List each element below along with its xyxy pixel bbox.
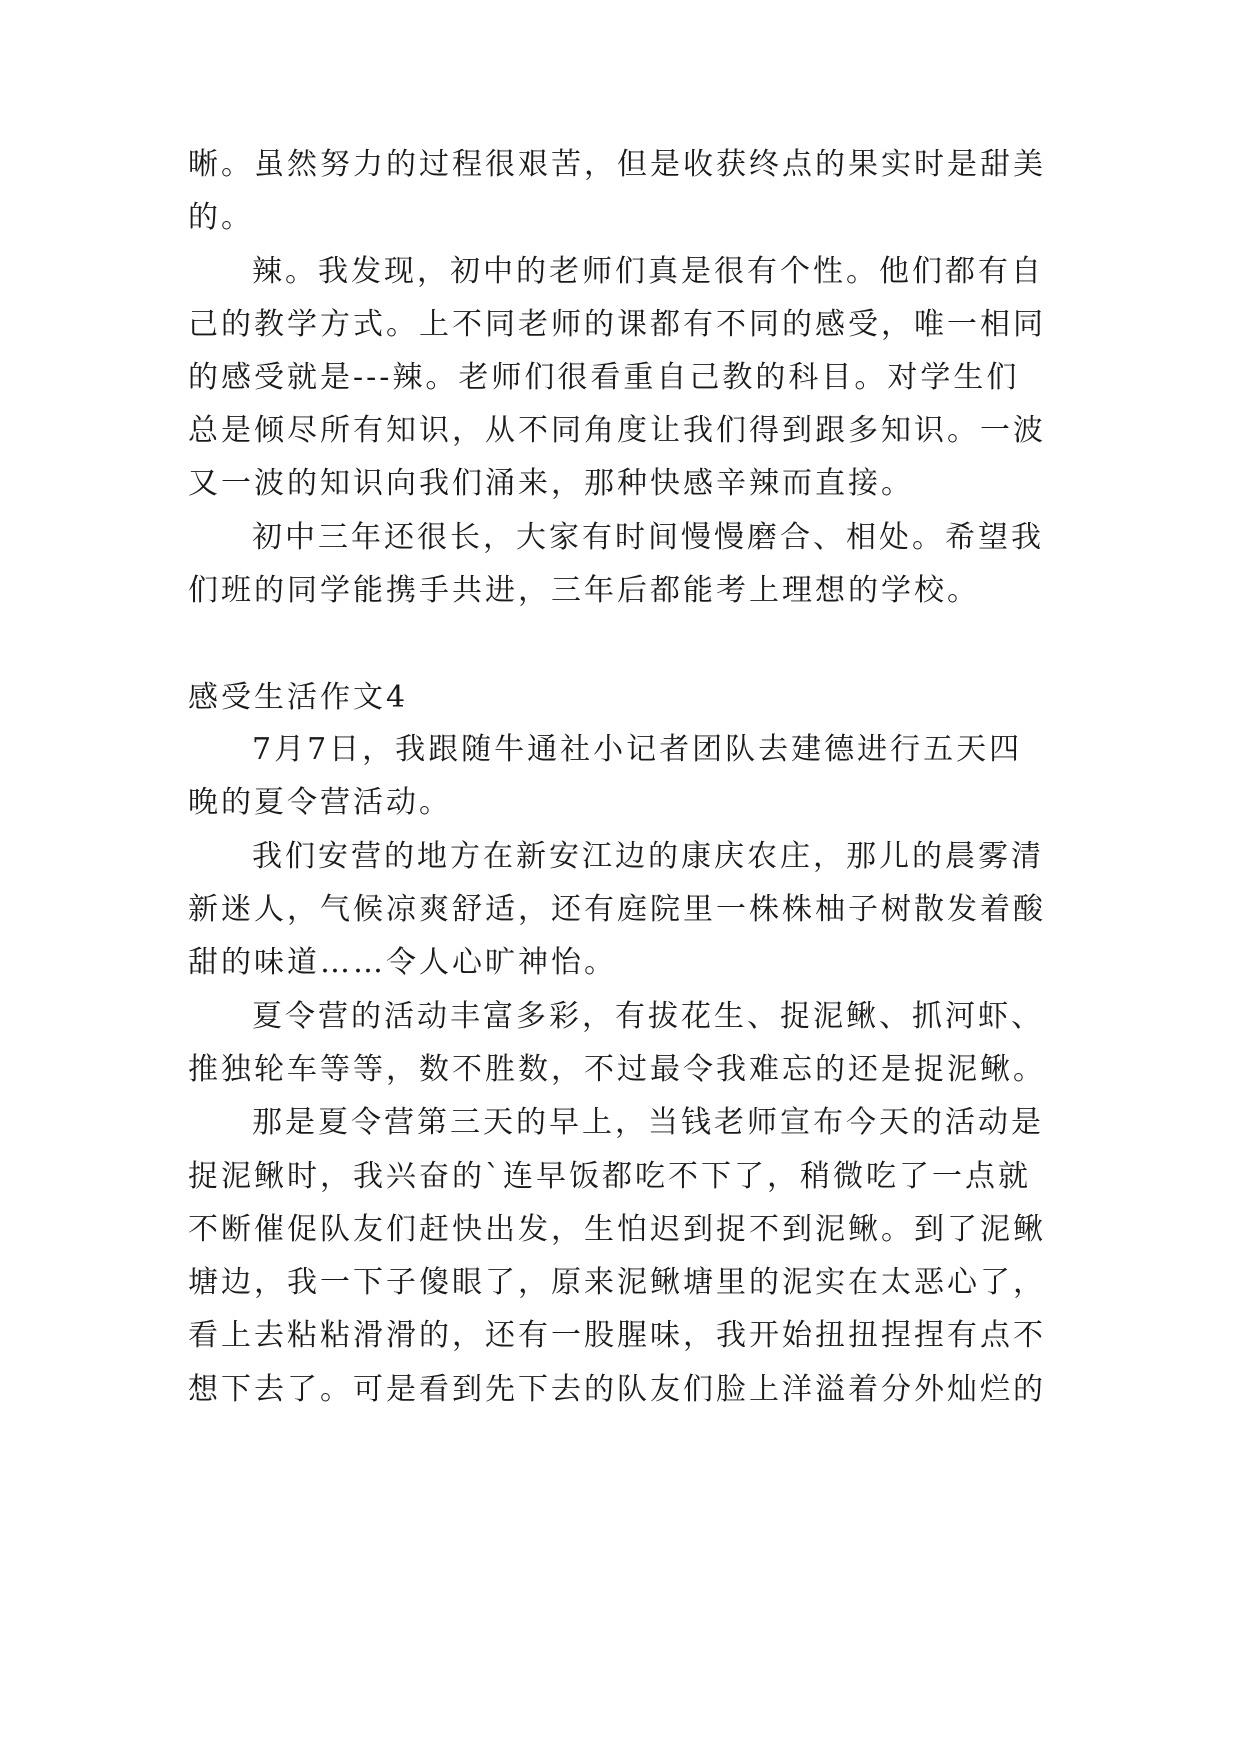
- text-line: 的。: [188, 200, 254, 235]
- text-line: 不断催促队友们赶快出发，生怕迟到捉不到泥鳅。到了泥鳅: [188, 1212, 1046, 1247]
- text-line: 想下去了。可是看到先下去的队友们脸上洋溢着分外灿烂的: [188, 1372, 1046, 1407]
- text-line: 推独轮车等等，数不胜数，不过最令我难忘的还是捉泥鳅。: [188, 1052, 1046, 1087]
- text-line: 塘边，我一下子傻眼了，原来泥鳅塘里的泥实在太恶心了，: [188, 1265, 1046, 1300]
- paragraph-first-line: 我们安营的地方在新安江边的康庆农庄，那儿的晨雾清: [252, 839, 1044, 874]
- text-line: 新迷人，气候凉爽舒适，还有庭院里一株株柚子树散发着酸: [188, 892, 1046, 927]
- text-line: 总是倾尽所有知识，从不同角度让我们得到跟多知识。一波: [188, 413, 1046, 448]
- text-line: 捉泥鳅时，我兴奋的`连早饭都吃不下了，稍微吃了一点就: [188, 1159, 1031, 1194]
- text-line: 晚的夏令营活动。: [188, 785, 452, 820]
- paragraph-first-line: 夏令营的活动丰富多彩，有拔花生、捉泥鳅、抓河虾、: [252, 999, 1044, 1034]
- paragraph-first-line: 初中三年还很长，大家有时间慢慢磨合、相处。希望我: [252, 520, 1044, 555]
- text-line: 己的教学方式。上不同老师的课都有不同的感受，唯一相同: [188, 307, 1046, 342]
- section-heading: 感受生活作文4: [188, 680, 409, 715]
- text-line: 的感受就是---辣。老师们很看重自己教的科目。对学生们: [188, 360, 1020, 395]
- paragraph-first-line: 那是夏令营第三天的早上，当钱老师宣布今天的活动是: [252, 1105, 1044, 1140]
- text-line: 晰。虽然努力的过程很艰苦，但是收获终点的果实时是甜美: [188, 147, 1046, 182]
- text-line: 甜的味道……令人心旷神怡。: [188, 945, 617, 980]
- paragraph-first-line: 辣。我发现，初中的老师们真是很有个性。他们都有自: [252, 254, 1044, 289]
- text-line: 看上去粘粘滑滑的，还有一股腥味，我开始扭扭捏捏有点不: [188, 1318, 1046, 1353]
- text-line: 们班的同学能携手共进，三年后都能考上理想的学校。: [188, 573, 980, 608]
- paragraph-first-line: 7月7日，我跟随牛通社小记者团队去建德进行五天四: [252, 732, 1023, 767]
- text-line: 又一波的知识向我们涌来，那种快感辛辣而直接。: [188, 466, 914, 501]
